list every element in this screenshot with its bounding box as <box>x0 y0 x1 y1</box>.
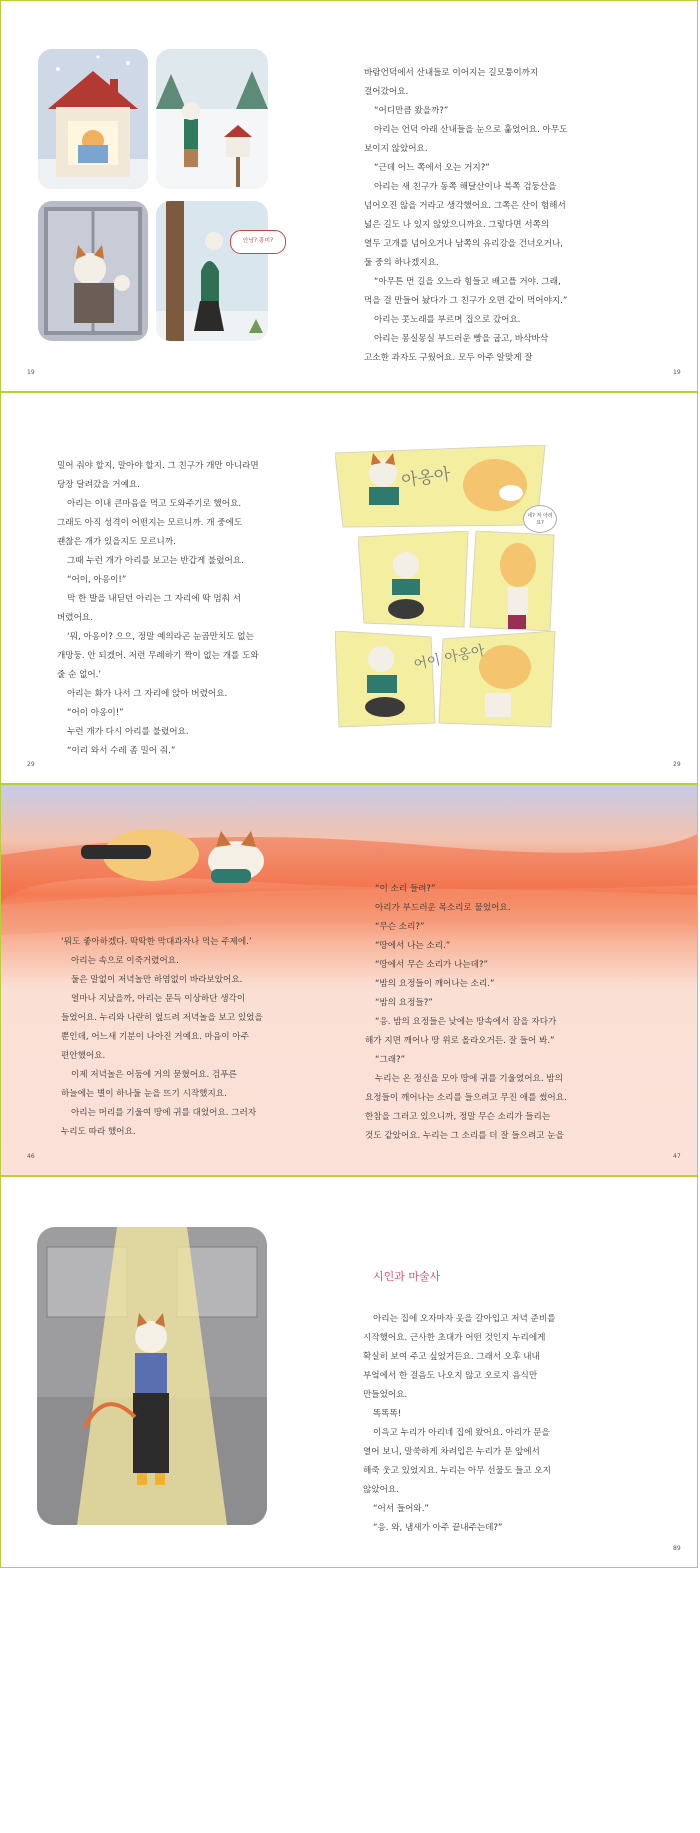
paragraph-list <box>364 64 567 368</box>
text-line: 이제 저녁놀은 어둠에 거의 묻혔어요. 검푸른 <box>71 1070 237 1080</box>
dog-question-panel-icon <box>358 531 558 631</box>
text-line: 넘어오진 않을 거라고 생각했어요. 그쪽은 산이 험해서 <box>364 201 566 211</box>
text-line: 그때 누런 개가 아리를 보고는 반갑게 불렀어요. <box>67 556 244 566</box>
spread-3 <box>0 784 698 1176</box>
spread-2 <box>0 392 698 784</box>
chapter-title: 시인과 마술사 <box>373 1270 441 1283</box>
text-line: 버렸어요. <box>57 613 93 623</box>
text-line: 누런 개가 다시 아리를 불렀어요. <box>67 727 189 737</box>
text-line: 해가 지면 깨어나 땅 위로 올라오거든. 잘 들어 봐.” <box>365 1036 555 1046</box>
page-number-right: 89 <box>673 1545 681 1552</box>
story-text <box>364 64 567 368</box>
text-line: ‘뭐, 아옹이? 으으, 정말 예의라곤 눈곱만치도 없는 <box>67 632 254 642</box>
paragraph-list <box>61 933 263 1142</box>
illustration-cat-window <box>38 201 148 341</box>
sfx-text-1: 아옹아 <box>400 464 452 492</box>
text-line: 아리는 화가 나서 그 자리에 앉아 버렸어요. <box>67 689 228 699</box>
speech-bubble: 안녕? 흥미? <box>230 230 286 254</box>
text-line: 먹을 걸 만들어 놨다가 그 친구가 오면 같이 먹어야지.” <box>364 296 568 306</box>
text-line: 아리는 머리를 기울여 땅에 귀를 대었어요. 그러자 <box>71 1108 257 1118</box>
illustration-cat-tree <box>156 201 268 341</box>
text-line: “어이 아옹이!” <box>67 708 124 718</box>
illustration-mailbox <box>156 49 268 189</box>
spread-4 <box>0 1176 698 1568</box>
text-line: “어디만큼 왔을까?” <box>374 106 449 116</box>
text-line: “이리 와서 수레 좀 밀어 줘.” <box>67 746 176 756</box>
text-line: 그래도 아직 성격이 어떤지는 모르니까. 개 중에도 <box>57 518 243 528</box>
text-line: 않았어요. <box>363 1485 399 1495</box>
illustration-house-window <box>38 49 148 189</box>
text-line: 고소한 과자도 구웠어요. 모두 아주 알맞게 잘 <box>364 353 533 363</box>
sfx-text-2: 어이 아옹아 <box>412 642 487 674</box>
text-line: “무슨 소리?” <box>375 922 425 932</box>
cat-tree-icon <box>156 201 268 341</box>
page-number-left: 46 <box>27 1153 35 1160</box>
text-line: 똑똑똑! <box>373 1409 402 1419</box>
text-line: “어이, 아옹이!” <box>67 575 127 585</box>
cat-and-dog-panel-icon <box>335 445 555 535</box>
text-line: 하늘에는 별이 하나둘 눈을 뜨기 시작했지요. <box>61 1089 227 1099</box>
snow-house-icon <box>38 49 148 189</box>
kitchen-scene-icon <box>37 1227 267 1525</box>
text-line: 아리는 새 친구가 동쪽 해달산이나 북쪽 검둥산을 <box>374 182 557 192</box>
text-line: 뿐인데, 어느새 기분이 나아진 거예요. 마음이 아주 <box>61 1032 249 1042</box>
text-line: 것도 같았어요. 누리는 그 소리를 더 잘 들으려고 눈을 <box>365 1131 564 1141</box>
text-line: “땅에서 무슨 소리가 나는데?” <box>375 960 488 970</box>
text-line: 들었어요. 누리와 나란히 엎드려 저녁놀을 보고 있었을 <box>61 1013 263 1023</box>
text-line: “응. 와, 냄새가 아주 끝내주는데?” <box>373 1523 503 1533</box>
text-line: “밤의 요정들이 깨어나는 소리.” <box>375 979 495 989</box>
text-line: 보이지 않았어요. <box>364 144 428 154</box>
question-bubble: 네? 저 아리요? <box>523 505 557 533</box>
illustration-kitchen <box>37 1227 267 1525</box>
paragraph-list <box>363 1310 555 1538</box>
text-line: 요정들이 깨어나는 소리를 들으려고 무진 애를 썼어요. <box>365 1093 567 1103</box>
text-line: “응. 밤의 요정들은 낮에는 땅속에서 잠을 자다가 <box>375 1017 557 1027</box>
text-line: 한참을 그러고 있으니까, 정말 무슨 소리가 들리는 <box>365 1112 551 1122</box>
text-line: 둘은 말없이 저녁놀만 하염없이 바라보았어요. <box>71 975 243 985</box>
text-line: 누리는 온 정신을 모아 땅에 귀를 기울였어요. 밤의 <box>375 1074 563 1084</box>
text-line: 확실히 보여 주고 싶었거든요. 그래서 오후 내내 <box>363 1352 540 1362</box>
paragraph-list <box>365 880 567 1146</box>
text-line: 만들었어요. <box>363 1390 408 1400</box>
text-line: 편안했어요. <box>61 1051 106 1061</box>
text-line: “그래?” <box>375 1055 406 1065</box>
comic-panel-3 <box>335 631 557 729</box>
text-line: 아리는 속으로 이죽거렸어요. <box>71 956 179 966</box>
text-line: 아리는 몽실몽실 부드러운 빵을 굽고, 바삭바삭 <box>374 334 549 344</box>
cat-dog-call-panel-icon <box>335 631 557 729</box>
page-number-right: 29 <box>673 761 681 768</box>
text-line: “어서 들어와.” <box>373 1504 429 1514</box>
text-line: 시작했어요. 근사한 초대가 어떤 것인지 누리에게 <box>363 1333 546 1343</box>
text-line: “근데 어느 쪽에서 오는 거지?” <box>374 163 490 173</box>
mailbox-scene-icon <box>156 49 268 189</box>
text-line: 밀어 줘야 할지, 말아야 할지. 그 친구가 개만 아니라면 <box>57 461 259 471</box>
text-line: “이 소리 들려?” <box>375 884 436 894</box>
page-number-right: 47 <box>673 1153 681 1160</box>
text-line: 해죽 웃고 있었지요. 누리는 아무 선물도 들고 오지 <box>363 1466 551 1476</box>
comic-panel-1 <box>335 445 555 535</box>
text-line: “밤의 요정들?” <box>375 998 433 1008</box>
comic-panel-2 <box>358 531 558 631</box>
spread-1 <box>0 0 698 392</box>
text-line: 부엌에서 한 걸음도 나오지 않고 오로지 음식만 <box>363 1371 538 1381</box>
text-line: 당장 달려갔을 거예요. <box>57 480 140 490</box>
text-line: “아무튼 먼 길을 오느라 힘들고 배고플 거야. 그래, <box>374 277 561 287</box>
text-line: “땅에서 나는 소리.” <box>375 941 451 951</box>
text-line: ‘뭐도 좋아하겠다. 딱딱한 막대과자나 먹는 주제에.’ <box>61 937 252 947</box>
text-line: 둘 중의 하나겠지요. <box>364 258 439 268</box>
text-line: 넓은 길도 나 있지 않았으니까요. 그렇다면 서쪽의 <box>364 220 550 230</box>
text-line: 아리는 이내 큰마음을 먹고 도와주기로 했어요. <box>67 499 242 509</box>
text-line: 열두 고개를 넘어오거나 남쪽의 유리강을 건너오거나, <box>364 239 564 249</box>
text-line: 걸어갔어요. <box>364 87 409 97</box>
cat-window-icon <box>38 201 148 341</box>
text-line: 괜찮은 개가 있을지도 모르니까. <box>57 537 176 547</box>
text-line: 얼마나 지났을까, 아리는 문득 이상하단 생각이 <box>71 994 246 1004</box>
text-line: 아리는 콧노래를 부르며 집으로 갔어요. <box>374 315 521 325</box>
story-text <box>363 1310 555 1538</box>
text-line: 아리는 언덕 아래 산내들을 눈으로 훑었어요. 아무도 <box>374 125 568 135</box>
page-number-left: 19 <box>27 369 35 376</box>
page-number-left: 29 <box>27 761 35 768</box>
text-line: 아리는 집에 오자마자 옷을 갈아입고 저녁 준비를 <box>373 1314 556 1324</box>
story-text-right <box>365 880 567 1146</box>
text-line: 이윽고 누리가 아리네 집에 왔어요. 아리가 문을 <box>373 1428 550 1438</box>
text-line: 막 한 발을 내딛던 아리는 그 자리에 딱 멈춰 서 <box>67 594 242 604</box>
text-line: 개망둥. 안 되겠어. 저런 무례하기 짝이 없는 개를 도와 <box>57 651 259 661</box>
text-line: 누리도 따라 했어요. <box>61 1127 136 1137</box>
page-number-right: 19 <box>673 369 681 376</box>
text-line: 열어 보니, 말쑥하게 차려입은 누리가 문 앞에서 <box>363 1447 540 1457</box>
story-text-left <box>61 933 263 1142</box>
paragraph-list <box>57 457 259 761</box>
text-line: 아리가 부드러운 목소리로 물었어요. <box>375 903 511 913</box>
text-line: 줄 순 없어.’ <box>57 670 102 680</box>
text-line: 바람언덕에서 산내들로 이어지는 길모퉁이까지 <box>364 68 539 78</box>
story-text <box>57 457 259 761</box>
